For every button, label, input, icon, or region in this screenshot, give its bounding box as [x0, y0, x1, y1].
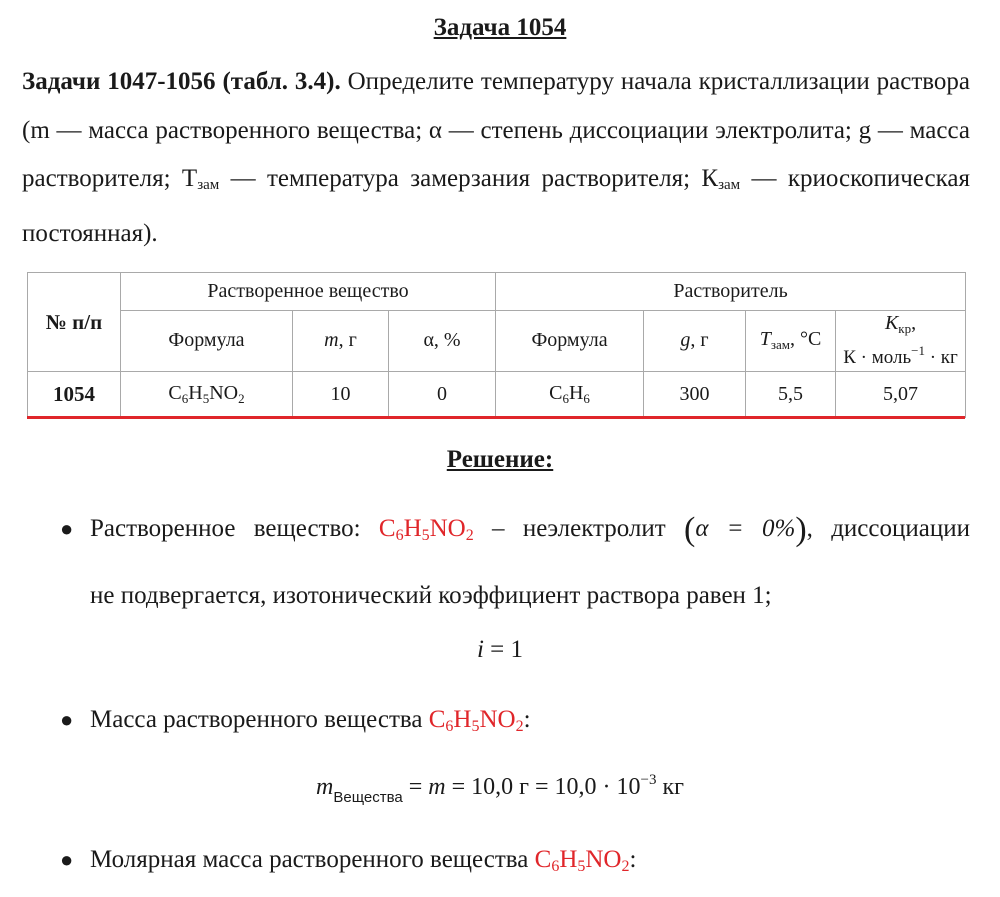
header-k-unit-2: · кг — [924, 347, 958, 369]
bullet-mass — [60, 690, 970, 757]
cell-solvent-mass: 300 — [644, 372, 746, 418]
problem-title: Задача 1054 — [433, 14, 567, 41]
statement-sub-1: зам — [197, 177, 220, 193]
formula-mass — [0, 772, 1000, 806]
data-table — [27, 272, 966, 418]
statement-part-3: — криоскопическая постоянная). — [22, 165, 970, 247]
formula2-m-sub: Вещества — [333, 789, 403, 806]
statement-part-2: — температура замерзания растворителя; К — [219, 165, 719, 192]
cell-solvent-formula: $C_6H_6$ — [496, 372, 644, 418]
bullet1-paren-close: ) — [795, 511, 807, 548]
problem-range: Задачи 1047-1056 (табл. 3.4). — [22, 68, 341, 95]
bullet-solute — [60, 499, 970, 626]
bullet1-alpha-eq: α = 0% — [695, 515, 796, 542]
cell-number: 1054 — [28, 372, 121, 418]
header-solvent-formula: Формула — [496, 310, 644, 372]
bullet1-paren-open: ( — [684, 511, 696, 548]
formula2-exp: −3 — [640, 772, 657, 788]
cell-cryoscopic-constant: 5,07 — [836, 372, 966, 418]
bullet1-formula: C6H5NO2 — [378, 515, 474, 544]
bullet3-text: Молярная масса растворенного вещества — [90, 846, 535, 873]
header-freezing-temp — [746, 310, 836, 372]
header-number: № п/п — [28, 273, 121, 372]
bullet3-colon: : — [629, 846, 637, 873]
header-k-sup: −1 — [911, 343, 925, 359]
formula-isotonic — [0, 636, 1000, 664]
formula2-unit: кг — [656, 774, 684, 800]
solution-heading: Решение: — [446, 446, 554, 473]
bullet1-text-2: – неэлектролит — [473, 515, 685, 542]
header-solute-group: Растворенное вещество — [121, 273, 496, 311]
bullet-molar-mass — [60, 830, 970, 897]
cell-freezing-temp: 5,5 — [746, 372, 836, 418]
formula2-m: m — [316, 774, 334, 800]
bullet2-formula: C6H5NO2 — [428, 706, 524, 735]
statement-part-1: Определите температуру начала кристаллизации раствора (m — масса растворенного вещества; α — степень диссоциации электролита; g — масса растворителя; Т — [22, 68, 970, 192]
formula2-eq-2: = 10,0 г = 10,0 · 10 — [445, 774, 641, 800]
header-k-unit-1: К · моль — [843, 347, 912, 369]
header-solvent-mass — [644, 310, 746, 372]
header-k-symbol: K — [884, 312, 899, 335]
formula1-lhs: i — [476, 636, 484, 663]
bullet1-line-2: не подвергается, изотонический коэффициент раствора равен 1; — [90, 582, 772, 609]
header-solvent-group: Растворитель — [496, 273, 966, 311]
header-alpha: α, % — [389, 310, 496, 372]
bullet1-text-1: Растворенное вещество: — [90, 515, 379, 542]
header-solute-formula: Формула — [121, 310, 293, 372]
header-mass-symbol: m — [324, 329, 339, 352]
problem-statement — [22, 58, 970, 258]
header-k-comma: , — [911, 312, 917, 335]
statement-sub-2: зам — [718, 177, 741, 193]
bullet-dot-icon: ● — [60, 707, 74, 732]
cell-alpha: 0 — [389, 372, 496, 418]
cell-mass: 10 — [293, 372, 389, 418]
bullet2-colon: : — [523, 706, 531, 733]
header-k-sub: кр — [898, 321, 912, 337]
header-t-symbol: T — [759, 328, 771, 351]
bullet2-text: Масса растворенного вещества — [90, 706, 429, 733]
header-mass-unit: , г — [338, 329, 357, 352]
header-mass — [293, 310, 389, 372]
header-cryoscopic-constant — [836, 310, 966, 372]
formula1-rhs: = 1 — [483, 636, 524, 663]
header-t-sub: зам — [770, 337, 790, 353]
formula2-eq-1: = — [402, 774, 429, 800]
header-g-unit: , г — [690, 329, 709, 352]
bullet-dot-icon: ● — [60, 516, 74, 541]
header-t-unit: , °С — [789, 328, 822, 351]
bullet1-text-3: , диссоциации — [806, 515, 970, 542]
header-g-symbol: g — [680, 329, 691, 352]
bullet-dot-icon: ● — [60, 847, 74, 872]
cell-solute-formula: $C_6H_5NO_2$ — [121, 372, 293, 418]
table-bottom-rule — [27, 416, 965, 419]
formula2-m2: m — [428, 774, 446, 800]
bullet3-formula: C6H5NO2 — [534, 846, 630, 875]
